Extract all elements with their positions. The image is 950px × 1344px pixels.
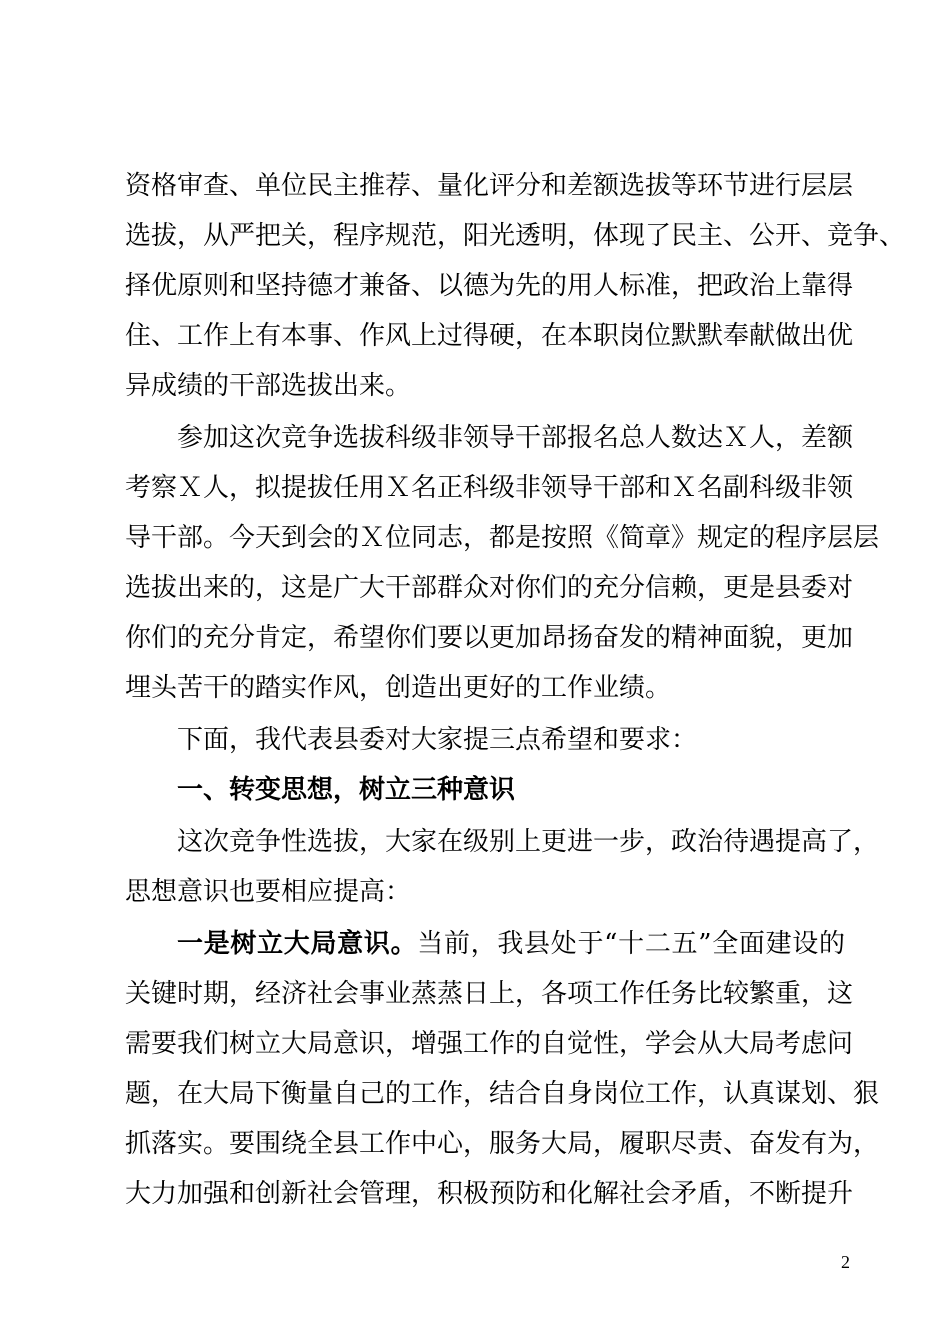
text-line: 关键时期，经济社会事业蒸蒸日上，各项工作任务比较繁重，这 — [125, 979, 854, 1009]
section-heading: 一、转变思想，树立三种意识 — [177, 775, 516, 805]
text-line: 参加这次竞争选拔科级非领导干部报名总人数达Ｘ人，差额 — [177, 423, 854, 453]
text-line: 需要我们树立大局意识，增强工作的自觉性，学会从大局考虑问 — [125, 1029, 854, 1059]
text-line: 导干部。今天到会的Ｘ位同志，都是按照《简章》规定的程序层层 — [125, 523, 880, 553]
text-line: 埋头苦干的踏实作风，创造出更好的工作业绩。 — [125, 673, 672, 703]
text-line: 住、工作上有本事、作风上过得硬，在本职岗位默默奉献做出优 — [125, 321, 854, 351]
text-line-rest: 当前，我县处于“十二五”全面建设的 — [417, 929, 845, 959]
text-line: 题，在大局下衡量自己的工作，结合自身岗位工作，认真谋划、狠 — [125, 1079, 880, 1109]
page-number: 2 — [841, 1252, 850, 1272]
bold-lead: 一是树立大局意识。 — [177, 929, 418, 959]
text-line: 抓落实。要围绕全县工作中心，服务大局，履职尽责、奋发有为， — [125, 1129, 880, 1159]
text-line: 思想意识也要相应提高： — [125, 877, 412, 907]
text-line: 资格审查、单位民主推荐、量化评分和差额选拔等环节进行层层 — [125, 171, 854, 201]
text-line: 异成绩的干部选拔出来。 — [125, 371, 412, 401]
text-line-with-lead — [177, 920, 845, 968]
text-line: 大力加强和创新社会管理，积极预防和化解社会矛盾，不断提升 — [125, 1179, 854, 1209]
text-line: 选拔，从严把关，程序规范，阳光透明，体现了民主、公开、竞争、 — [125, 221, 906, 251]
text-line: 下面，我代表县委对大家提三点希望和要求： — [177, 725, 698, 755]
text-line: 择优原则和坚持德才兼备、以德为先的用人标准，把政治上靠得 — [125, 271, 854, 301]
text-line: 选拔出来的，这是广大干部群众对你们的充分信赖，更是县委对 — [125, 573, 854, 603]
text-line: 你们的充分肯定，希望你们要以更加昂扬奋发的精神面貌，更加 — [125, 623, 854, 653]
text-line: 考察Ｘ人，拟提拔任用Ｘ名正科级非领导干部和Ｘ名副科级非领 — [125, 473, 854, 503]
text-line: 这次竞争性选拔，大家在级别上更进一步，政治待遇提高了， — [177, 827, 880, 857]
